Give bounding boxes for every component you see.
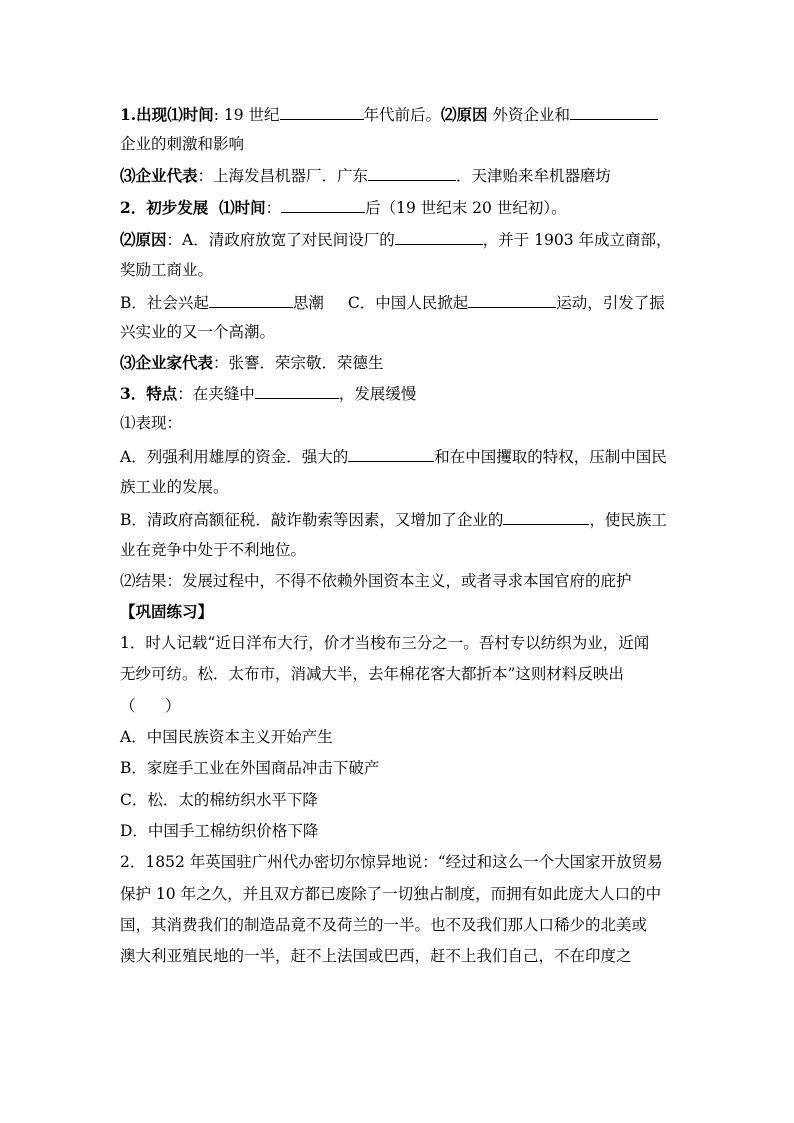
sec2-line5: 兴实业的又一个高潮。 [120, 323, 276, 341]
sec3-heading: 3．特点 [120, 384, 178, 403]
sec3-line1: 3．特点：在夹缝中 ，发展缓慢 [120, 384, 417, 403]
fill-blank[interactable] [348, 446, 434, 462]
sec3-line6: 业在竞争中处于不利地位。 [120, 541, 307, 559]
sec2-heading: 2．初步发展 [120, 198, 209, 217]
fill-blank[interactable] [280, 104, 364, 120]
q1-line1: 1．时人记载“近日洋布大行，价才当梭布三分之一。吾村专以纺织为业，近闻 [120, 634, 650, 652]
q2-line2: 保护 10 年之久，并且双方都已废除了一切独占制度，而拥有如此庞大人口的中 [120, 885, 662, 903]
q2-line4: 澳大利亚殖民地的一半，赶不上法国或巴西，赶不上我们自己，不在印度之 [120, 947, 632, 965]
practice-heading: 【巩固练习】 [120, 602, 214, 621]
sec3-line3: A．列强利用雄厚的资金．强大的 和在中国攫取的特权，压制中国民 [120, 448, 667, 466]
sec2-line6: ⑶企业家代表：张謇．荣宗敬．荣德生 [120, 353, 384, 372]
sec3-line4: 族工业的发展。 [120, 478, 229, 496]
fill-blank[interactable] [255, 383, 339, 399]
sec3-line5: B．清政府高额征税．敲诈勒索等因素，又增加了企业的 ，使民族工 [120, 511, 667, 529]
fill-blank[interactable] [368, 165, 456, 181]
q1-option-d: D．中国手工棉纺织价格下降 [120, 822, 319, 840]
time-label: ⑴时间 [167, 105, 214, 124]
sec2-line3: 奖励工商业。 [120, 261, 214, 279]
q1-option-b: B．家庭手工业在外国商品冲击下破产 [120, 759, 380, 777]
q2-line3: 国，其消费我们的制造品竟不及荷兰的一半。也不及我们那人口稀少的北美或 [120, 916, 648, 934]
time-label: ⑴时间 [208, 198, 266, 217]
fill-blank[interactable] [468, 292, 556, 308]
fill-blank[interactable] [209, 292, 293, 308]
reason-label: ⑵原因 [441, 105, 488, 124]
q1-option-a: A．中国民族资本主义开始产生 [120, 728, 333, 746]
q1-line2: 无纱可纺。松．太布市，消减大半，去年棉花客大都折本”这则材料反映出 [120, 665, 624, 683]
fill-blank[interactable] [503, 509, 589, 525]
q1-option-c: C．松．太的棉纺织水平下降 [120, 791, 318, 809]
reason-label: ⑵原因 [120, 230, 167, 249]
sec1-line1: 1.出现⑴时间: 19 世纪 年代前后。⑵原因 外资企业和 [120, 104, 658, 125]
sec1-line2: 企业的刺激和影响 [120, 135, 245, 153]
fill-blank[interactable] [570, 104, 658, 120]
q1-answer-bracket: （ ） [120, 697, 181, 715]
sec2-line2: ⑵原因：A．清政府放宽了对民间设厂的 ，并于 1903 年成立商部， [120, 230, 672, 249]
fill-blank[interactable] [395, 229, 483, 245]
sec3-line2: ⑴表现： [120, 414, 183, 432]
sec3-line7: ⑵结果：发展过程中，不得不依赖外国资本主义，或者寻求本国官府的庇护 [120, 572, 632, 590]
sec1-heading: 1.出现 [120, 105, 168, 124]
enterprise-label: ⑶企业代表 [120, 166, 198, 185]
q2-line1: 2．1852 年英国驻广州代办密切尔惊异地说：“经过和这么一个大国家开放贸易 [120, 853, 663, 871]
sec2-line1: 2．初步发展 ⑴时间： 后（19 世纪末 20 世纪初）。 [120, 198, 567, 217]
sec2-line4: B．社会兴起 思潮 C．中国人民掀起 运动，引发了振 [120, 294, 665, 312]
sec1-line3: ⑶企业代表：上海发昌机器厂．广东 ．天津贻来牟机器磨坊 [120, 166, 612, 185]
fill-blank[interactable] [281, 197, 365, 213]
entrepreneur-label: ⑶企业家代表 [120, 353, 214, 372]
